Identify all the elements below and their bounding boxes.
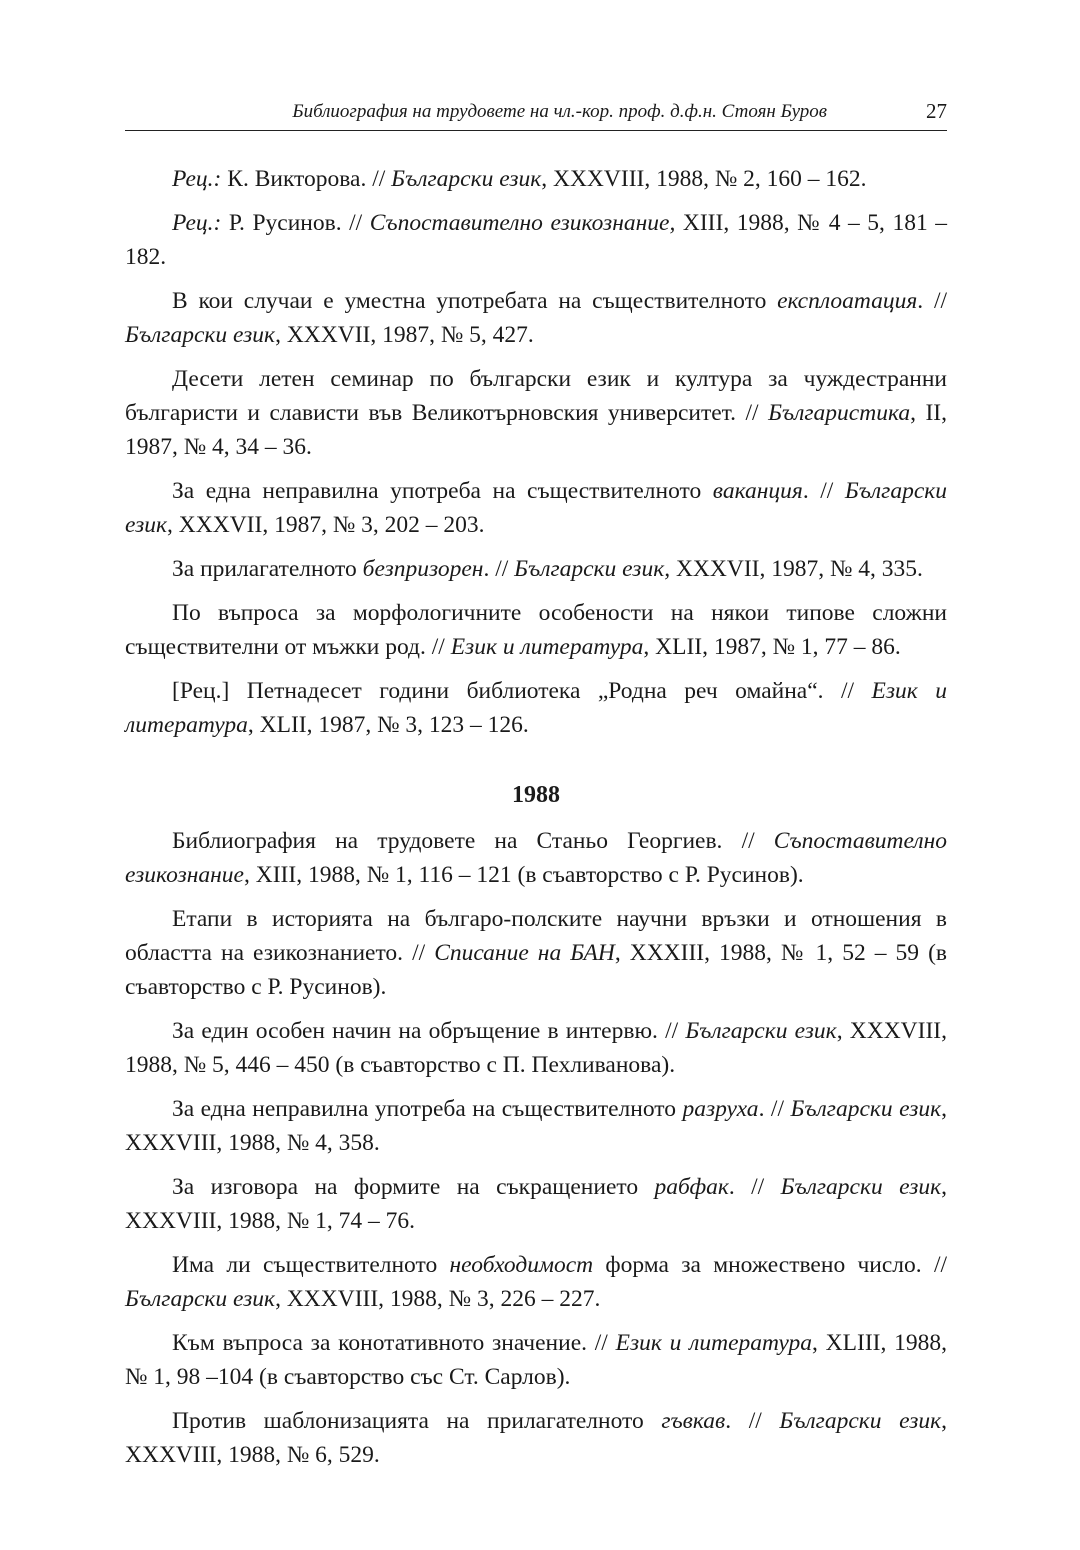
bibliography-entry	[125, 552, 947, 586]
entry-text: . //	[728, 1174, 781, 1200]
entry-text: В кои случаи е уместна употребата на съществителното	[172, 288, 778, 314]
entry-italic-text: Език и литература	[450, 634, 644, 660]
entry-text: Етапи в историята на българо-полските научни връзки и отношения в областта на езикознанието. //	[125, 906, 947, 966]
entry-text: , XXXVIII, 1988, № 6, 529.	[125, 1408, 947, 1468]
entry-italic-text: Български език	[779, 1408, 942, 1434]
entry-italic-text: Български език	[685, 1018, 837, 1044]
entry-text: , XXXVIII, 1988, № 1, 74 – 76.	[125, 1174, 947, 1234]
entry-text: По въпроса за морфологичните особености на някои типове сложни съществителни от мъжки род. //	[125, 600, 947, 660]
entry-text: , XXXVIII, 1988, № 3, 226 – 227.	[275, 1286, 601, 1312]
entry-text: , XXXVII, 1987, № 3, 202 – 203.	[167, 512, 485, 538]
entry-text: За една неправилна употреба на съществителното	[172, 478, 713, 504]
bibliography-entry	[125, 284, 947, 352]
entry-text: , II, 1987, № 4, 34 – 36.	[125, 400, 947, 460]
entry-text: , XXXVIII, 1988, № 5, 446 – 450 (в съавторство с П. Пехливанова).	[125, 1018, 947, 1078]
bibliography-entry	[125, 1170, 947, 1238]
entry-text: , XLII, 1987, № 3, 123 – 126.	[247, 712, 529, 738]
entry-text: За един особен начин на обръщение в интервю. //	[172, 1018, 686, 1044]
entry-italic-text: разруха	[682, 1096, 759, 1122]
book-page	[125, 92, 947, 1482]
entry-text: XXXVII, 1987, № 4, 335.	[670, 556, 923, 582]
entry-italic-text: ваканция	[712, 478, 803, 504]
entry-italic-text: Език и литература	[615, 1330, 813, 1356]
page-number: 27	[926, 99, 947, 123]
entry-text: За изговора на формите на съкращението	[172, 1174, 655, 1200]
entries-1987	[125, 162, 947, 742]
bibliography-entry	[125, 1092, 947, 1160]
entry-italic-text: Български език	[790, 1096, 942, 1122]
bibliography-entry	[125, 596, 947, 664]
entry-italic-text: Език и литература	[125, 678, 947, 738]
bibliography-entry	[125, 674, 947, 742]
bibliography-entry	[125, 474, 947, 542]
entry-italic-text: експлоатация	[777, 288, 918, 314]
entry-italic-text: Български език	[391, 166, 542, 192]
entry-text: XIII, 1988, № 4 – 5, 181 – 182.	[125, 210, 947, 270]
entry-italic-text: рабфак	[654, 1174, 729, 1200]
entry-italic-text: Списание на БАН	[434, 940, 615, 966]
entry-text: . //	[917, 288, 948, 314]
entry-text: , XXXVIII, 1988, № 4, 358.	[125, 1096, 948, 1156]
running-title: Библиография на трудовете на чл.-кор. проф. д.ф.н. Стоян Буров	[292, 101, 827, 122]
bibliography-entry	[125, 1014, 947, 1082]
entry-text: Има ли съществителното	[172, 1252, 450, 1278]
bibliography-entry	[125, 206, 947, 274]
entry-text: . //	[802, 478, 845, 504]
entry-italic-text: Български език	[125, 322, 276, 348]
entry-italic-text: Български език	[125, 478, 947, 538]
entry-text: Р. Русинов. //	[221, 210, 370, 236]
entry-italic-text: Съпоставително езикознание,	[369, 210, 676, 236]
entry-italic-text: Рец.:	[172, 166, 222, 192]
entry-italic-text: Рец.:	[172, 210, 222, 236]
entry-text: форма за множествено число. //	[593, 1252, 947, 1278]
bibliography-entry	[125, 1404, 947, 1472]
entry-text: . //	[483, 556, 515, 582]
bibliography-entry	[125, 902, 947, 1004]
entry-text: , XLII, 1987, № 1, 77 – 86.	[643, 634, 901, 660]
bibliography-entry	[125, 824, 947, 892]
bibliography-entry	[125, 362, 947, 464]
entry-italic-text: Българистика	[768, 400, 911, 426]
entry-italic-text: гъвкав	[661, 1408, 726, 1434]
entry-text: [Рец.] Петнадесет години библиотека „Родна реч омайна“. //	[172, 678, 872, 704]
entry-italic-text: необходимост	[449, 1252, 594, 1278]
entry-text: Против шаблонизацията на прилагателното	[172, 1408, 662, 1434]
entries-1988	[125, 824, 947, 1472]
entry-text: Десети летен семинар по български език и култура за чуждестранни българисти и слависти във Великотърновския университет. //	[125, 366, 947, 426]
entry-text: Към въпроса за конотативното значение. //	[172, 1330, 616, 1356]
entry-italic-text: Съпоставително езикознание	[125, 828, 947, 888]
entry-text: . //	[725, 1408, 780, 1434]
entry-italic-text: Български език,	[514, 556, 671, 582]
entry-text: , XXXVII, 1987, № 5, 427.	[275, 322, 534, 348]
entry-text: За прилагателното	[172, 556, 363, 582]
entry-text: Библиография на трудовете на Станьо Георгиев. //	[172, 828, 774, 854]
bibliography-entry	[125, 1326, 947, 1394]
entry-italic-text: Български език	[125, 1286, 276, 1312]
entry-text: . //	[758, 1096, 791, 1122]
entry-text: , XLIII, 1988, № 1, 98 –104 (в съавторство със Ст. Сарлов).	[125, 1330, 947, 1390]
bibliography-entry	[125, 1248, 947, 1316]
entry-text: К. Викторова. //	[221, 166, 392, 192]
entry-text: За една неправилна употреба на съществителното	[172, 1096, 683, 1122]
entry-text: , XXXVIII, 1988, № 2, 160 – 162.	[541, 166, 867, 192]
entry-text: , XIII, 1988, № 1, 116 – 121 (в съавторство с Р. Русинов).	[244, 862, 804, 888]
entry-italic-text: безпризорен	[362, 556, 484, 582]
bibliography-entry	[125, 162, 947, 196]
entry-italic-text: Български език	[780, 1174, 942, 1200]
section-heading-year: 1988	[512, 782, 560, 808]
entry-text: , XXXIII, 1988, № 1, 52 – 59 (в съавторство с Р. Русинов).	[125, 940, 947, 1000]
running-header	[125, 92, 947, 131]
